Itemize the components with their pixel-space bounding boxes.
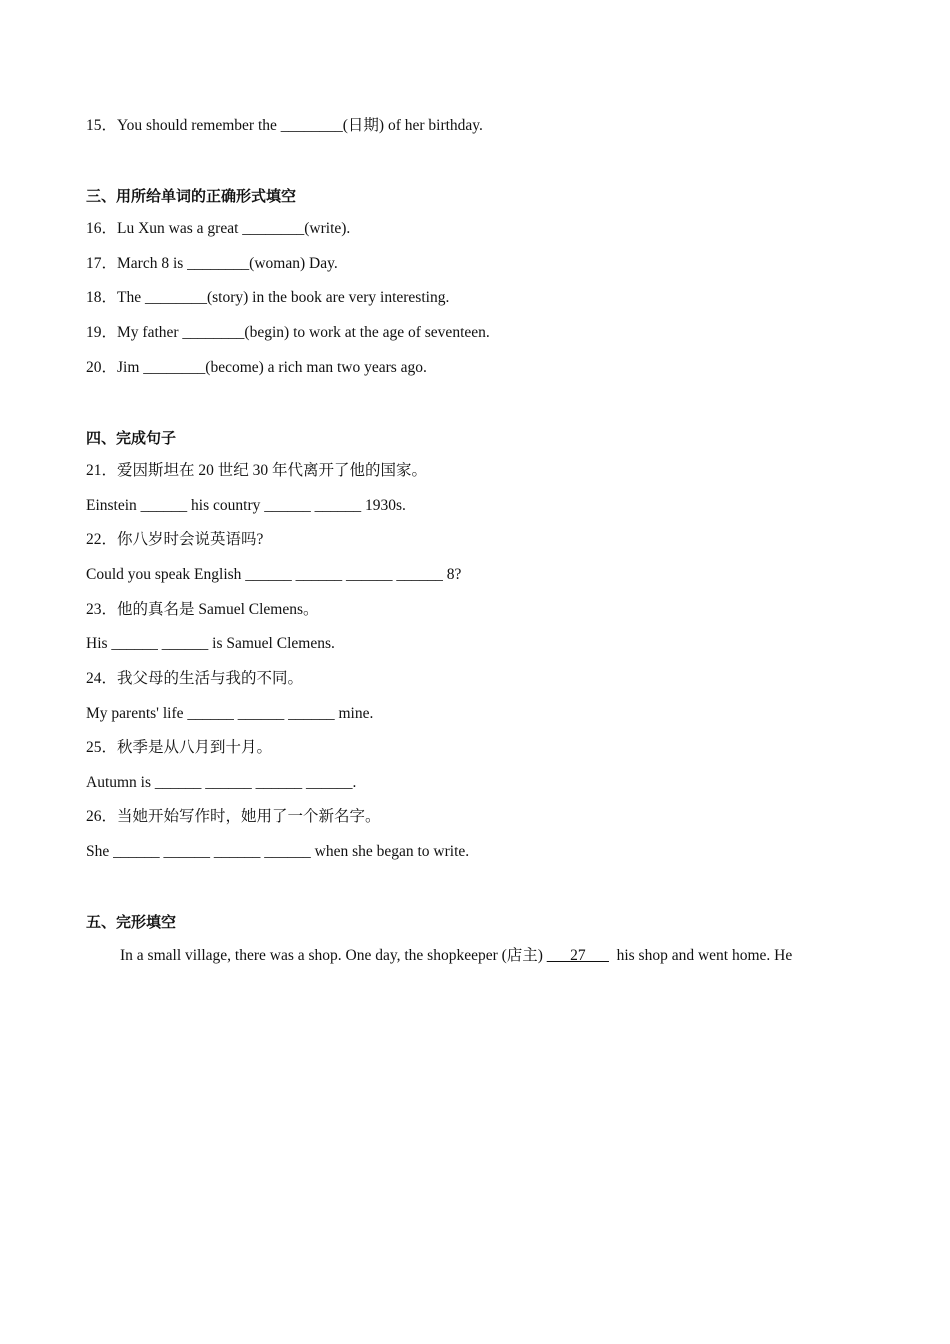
answer-line-25: Autumn is ______ ______ ______ ______. bbox=[86, 774, 357, 791]
question-number: 16 bbox=[86, 220, 102, 237]
question-number: 21 bbox=[86, 462, 102, 479]
answer-line-24: My parents' life ______ ______ ______ mine. bbox=[86, 705, 374, 722]
question-25 bbox=[86, 738, 272, 758]
question-number: 15 bbox=[86, 117, 102, 134]
number-separator: ． bbox=[101, 808, 118, 825]
question-22 bbox=[86, 530, 263, 550]
question-text: The ________(story) in the book are very interesting. bbox=[117, 289, 450, 306]
question-23 bbox=[86, 600, 319, 620]
answer-line-22: Could you speak English ______ ______ ______ ______ 8? bbox=[86, 566, 462, 583]
cloze-paragraph bbox=[120, 946, 792, 966]
number-separator: ． bbox=[101, 359, 118, 376]
number-separator: ． bbox=[101, 739, 118, 756]
question-text: 我父母的生活与我的不同。 bbox=[117, 670, 304, 687]
question-number: 22 bbox=[86, 531, 102, 548]
question-number: 24 bbox=[86, 670, 102, 687]
question-number: 19 bbox=[86, 324, 102, 341]
question-17 bbox=[86, 254, 338, 274]
question-number: 25 bbox=[86, 739, 102, 756]
number-separator: ． bbox=[101, 670, 118, 687]
section-heading-4: 四、完成句子 bbox=[86, 429, 177, 447]
question-18 bbox=[86, 288, 449, 308]
number-separator: ． bbox=[101, 289, 118, 306]
question-text: You should remember the ________(日期) of her birthday. bbox=[117, 117, 483, 134]
cloze-blank-27: ___27___ bbox=[546, 947, 609, 964]
number-separator: ． bbox=[101, 220, 118, 237]
question-text: Jim ________(become) a rich man two years ago. bbox=[117, 359, 427, 376]
question-26 bbox=[86, 807, 381, 827]
question-text: 你八岁时会说英语吗? bbox=[117, 531, 264, 548]
question-24 bbox=[86, 669, 303, 689]
question-15 bbox=[86, 116, 483, 136]
question-number: 17 bbox=[86, 255, 102, 272]
question-text: Lu Xun was a great ________(write). bbox=[117, 220, 351, 237]
number-separator: ． bbox=[101, 462, 118, 479]
question-20 bbox=[86, 358, 427, 378]
question-number: 23 bbox=[86, 601, 102, 618]
question-text: 爱因斯坦在 20 世纪 30 年代离开了他的国家。 bbox=[117, 462, 428, 479]
question-16 bbox=[86, 219, 350, 239]
answer-line-21: Einstein ______ his country ______ ______ 1930s. bbox=[86, 497, 406, 514]
cloze-text-after: his shop and went home. He bbox=[608, 947, 793, 964]
question-number: 20 bbox=[86, 359, 102, 376]
cloze-text-before: In a small village, there was a shop. One day, the shopkeeper (店主) bbox=[120, 947, 547, 964]
number-separator: ． bbox=[101, 531, 118, 548]
question-19 bbox=[86, 323, 490, 343]
number-separator: ． bbox=[101, 324, 118, 341]
question-text: 当她开始写作时，她用了一个新名字。 bbox=[117, 808, 381, 825]
section-heading-5: 五、完形填空 bbox=[86, 913, 177, 931]
question-text: March 8 is ________(woman) Day. bbox=[117, 255, 338, 272]
question-number: 18 bbox=[86, 289, 102, 306]
question-text: My father ________(begin) to work at the age of seventeen. bbox=[117, 324, 490, 341]
number-separator: ． bbox=[101, 255, 118, 272]
number-separator: ． bbox=[101, 601, 118, 618]
question-text: 秋季是从八月到十月。 bbox=[117, 739, 273, 756]
answer-line-23: His ______ ______ is Samuel Clemens. bbox=[86, 635, 335, 652]
number-separator: ． bbox=[101, 117, 118, 134]
question-text: 他的真名是 Samuel Clemens。 bbox=[117, 601, 319, 618]
section-heading-3: 三、用所给单词的正确形式填空 bbox=[86, 187, 297, 205]
question-21 bbox=[86, 461, 427, 481]
answer-line-26: She ______ ______ ______ ______ when she began to write. bbox=[86, 843, 470, 860]
question-number: 26 bbox=[86, 808, 102, 825]
